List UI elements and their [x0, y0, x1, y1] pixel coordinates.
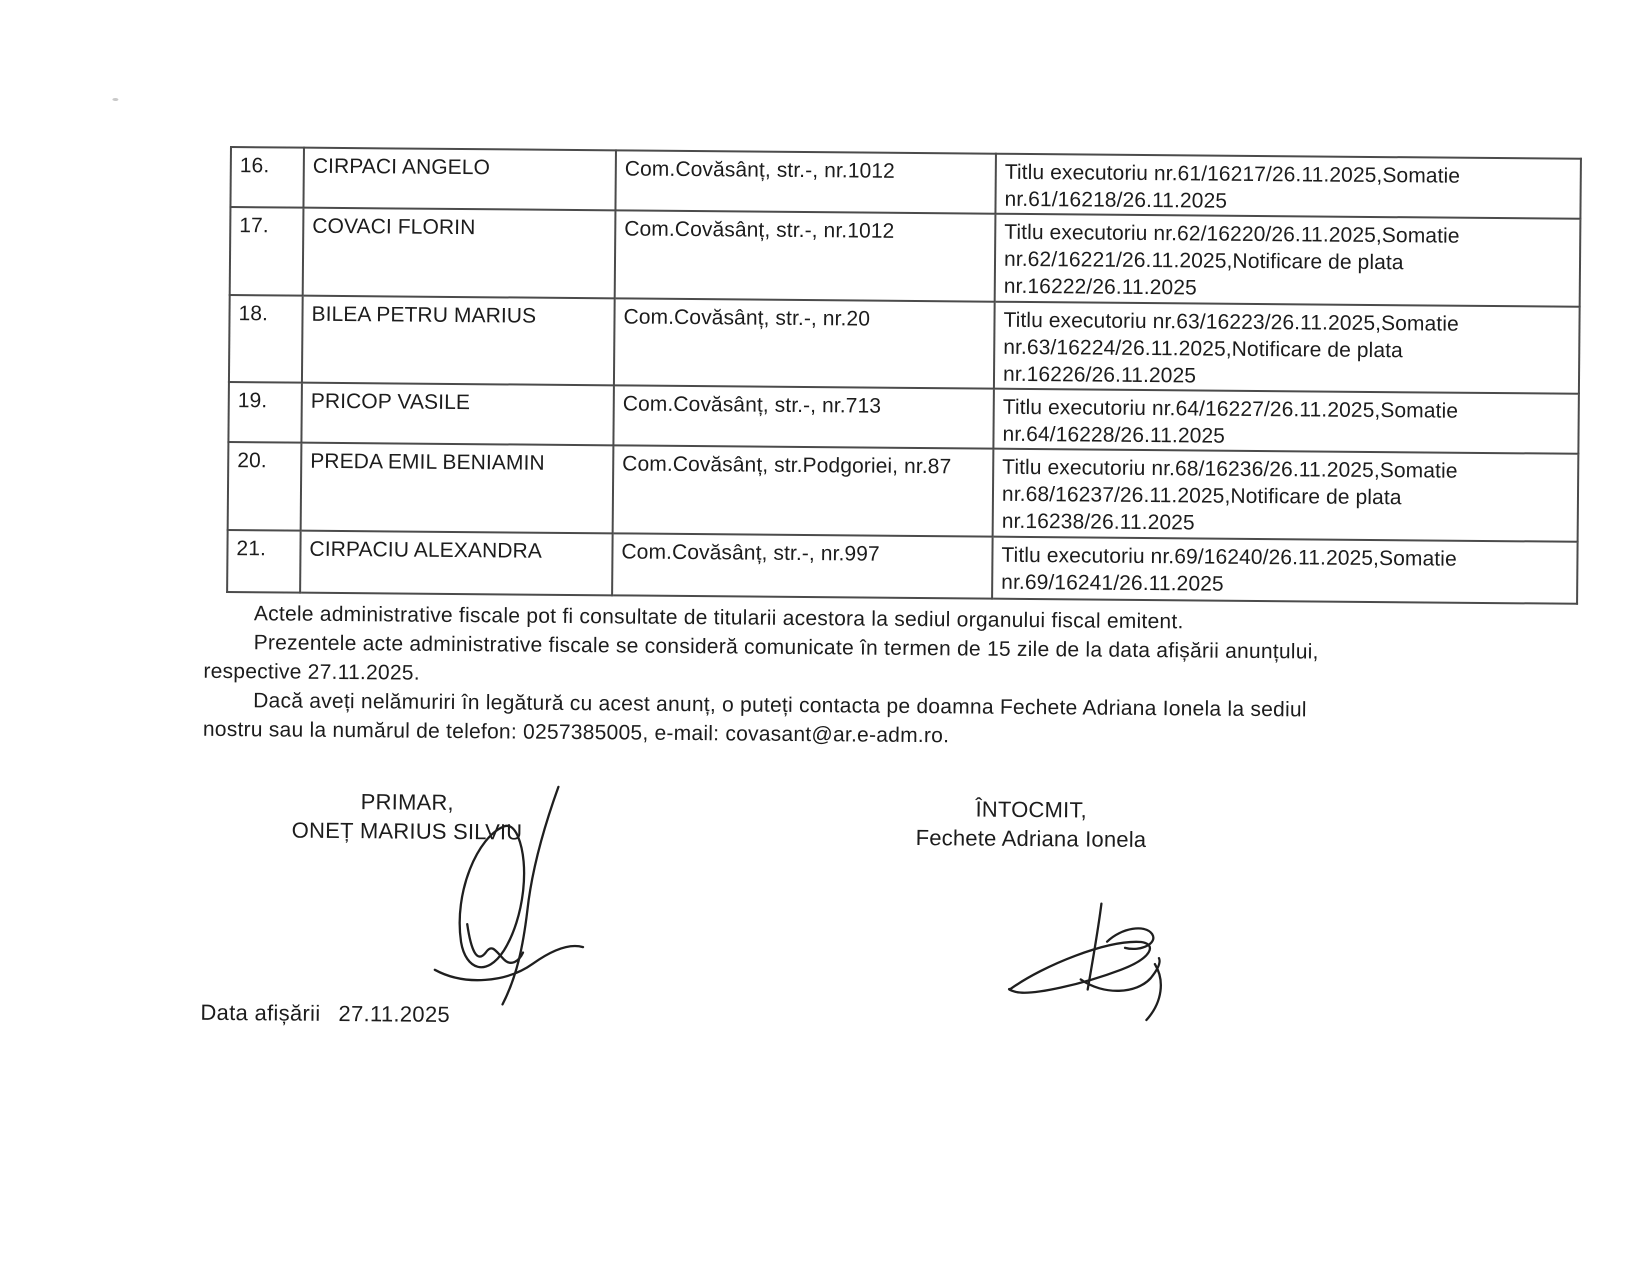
notice-paragraph: Dacă aveți nelămuriri în legătură cu acest anunț, o puteți contacta pe doamna Fechete Adriana Ionela la sediul — [253, 689, 1307, 722]
posting-date-label: Data afișării — [200, 999, 321, 1026]
fiscal-acts: Titlu executoriu nr.69/16240/26.11.2025,Somatie nr.69/16241/26.11.2025 — [992, 537, 1578, 604]
notice-paragraph: Actele administrative fiscale pot fi consultate de titularii acestora la sediul organului fiscal emitent. — [253, 602, 1184, 634]
posting-date-value: 27.11.2025 — [338, 1000, 451, 1027]
debtor-address: Com.Covăsânț, str.-, nr.713 — [613, 385, 994, 448]
fiscal-acts: Titlu executoriu nr.68/16236/26.11.2025,Somatie nr.68/16237/26.11.2025,Notificare de plata nr.16238/26.11.2025 — [993, 449, 1579, 542]
primar-name: ONEȚ MARIUS SILVIU — [291, 817, 523, 845]
row-number: 20. — [228, 442, 302, 531]
fiscal-acts: Titlu executoriu nr.61/16217/26.11.2025,Somatie nr.61/16218/26.11.2025 — [995, 154, 1581, 219]
debtor-name: PREDA EMIL BENIAMIN — [301, 443, 614, 534]
row-number: 18. — [229, 295, 303, 383]
notice-paragraph: nostru sau la numărul de telefon: 0257385005, e-mail: covasant@ar.e-adm.ro. — [202, 717, 950, 748]
intocmit-title: ÎNTOCMIT, — [975, 796, 1088, 823]
debtor-address: Com.Covăsânț, str.-, nr.997 — [612, 533, 993, 598]
debtor-name: CIRPACIU ALEXANDRA — [300, 531, 613, 596]
row-number: 17. — [230, 207, 304, 296]
debtor-address: Com.Covăsânț, str.-, nr.20 — [614, 298, 995, 388]
debtor-name: PRICOP VASILE — [301, 383, 614, 446]
intocmit-handwritten-signature — [988, 897, 1189, 1027]
intocmit-name: Fechete Adriana Ionela — [915, 825, 1147, 853]
debtor-name: COVACI FLORIN — [303, 208, 616, 299]
intocmit-signature-block — [897, 794, 1165, 854]
fiscal-acts: Titlu executoriu nr.63/16223/26.11.2025,Somatie nr.63/16224/26.11.2025,Notificare de plata nr.16226/26.11.2025 — [994, 302, 1580, 394]
debtor-name: BILEA PETRU MARIUS — [302, 296, 615, 386]
row-number: 19. — [228, 382, 302, 443]
table-row — [230, 207, 1581, 307]
primar-handwritten-signature — [410, 774, 592, 1011]
debtor-address: Com.Covăsânț, str.-, nr.1012 — [615, 210, 996, 301]
row-number: 21. — [227, 530, 301, 593]
primar-title: PRIMAR, — [360, 789, 454, 815]
debtor-name: CIRPACI ANGELO — [303, 148, 616, 211]
row-number: 16. — [230, 147, 304, 208]
fiscal-acts: Titlu executoriu nr.62/16220/26.11.2025,Somatie nr.62/16221/26.11.2025,Notificare de plata nr.16222/26.11.2025 — [995, 214, 1581, 307]
fiscal-acts-table — [226, 146, 1582, 605]
notice-paragraphs — [203, 599, 1319, 754]
table-row — [227, 530, 1577, 604]
notice-paragraph: respective 27.11.2025. — [203, 659, 420, 685]
debtor-address: Com.Covăsânț, str.-, nr.1012 — [615, 150, 996, 213]
scan-speck — [112, 98, 118, 101]
debtor-address: Com.Covăsânț, str.Podgoriei, nr.87 — [613, 445, 994, 536]
posting-date-line — [200, 1000, 450, 1028]
table-row — [228, 442, 1579, 542]
table-row — [229, 295, 1580, 394]
notice-paragraph: Prezentele acte administrative fiscale se consideră comunicate în termen de 15 zile de la data afișării anunțului, — [253, 631, 1319, 664]
fiscal-acts: Titlu executoriu nr.64/16227/26.11.2025,Somatie nr.64/16228/26.11.2025 — [993, 389, 1579, 454]
